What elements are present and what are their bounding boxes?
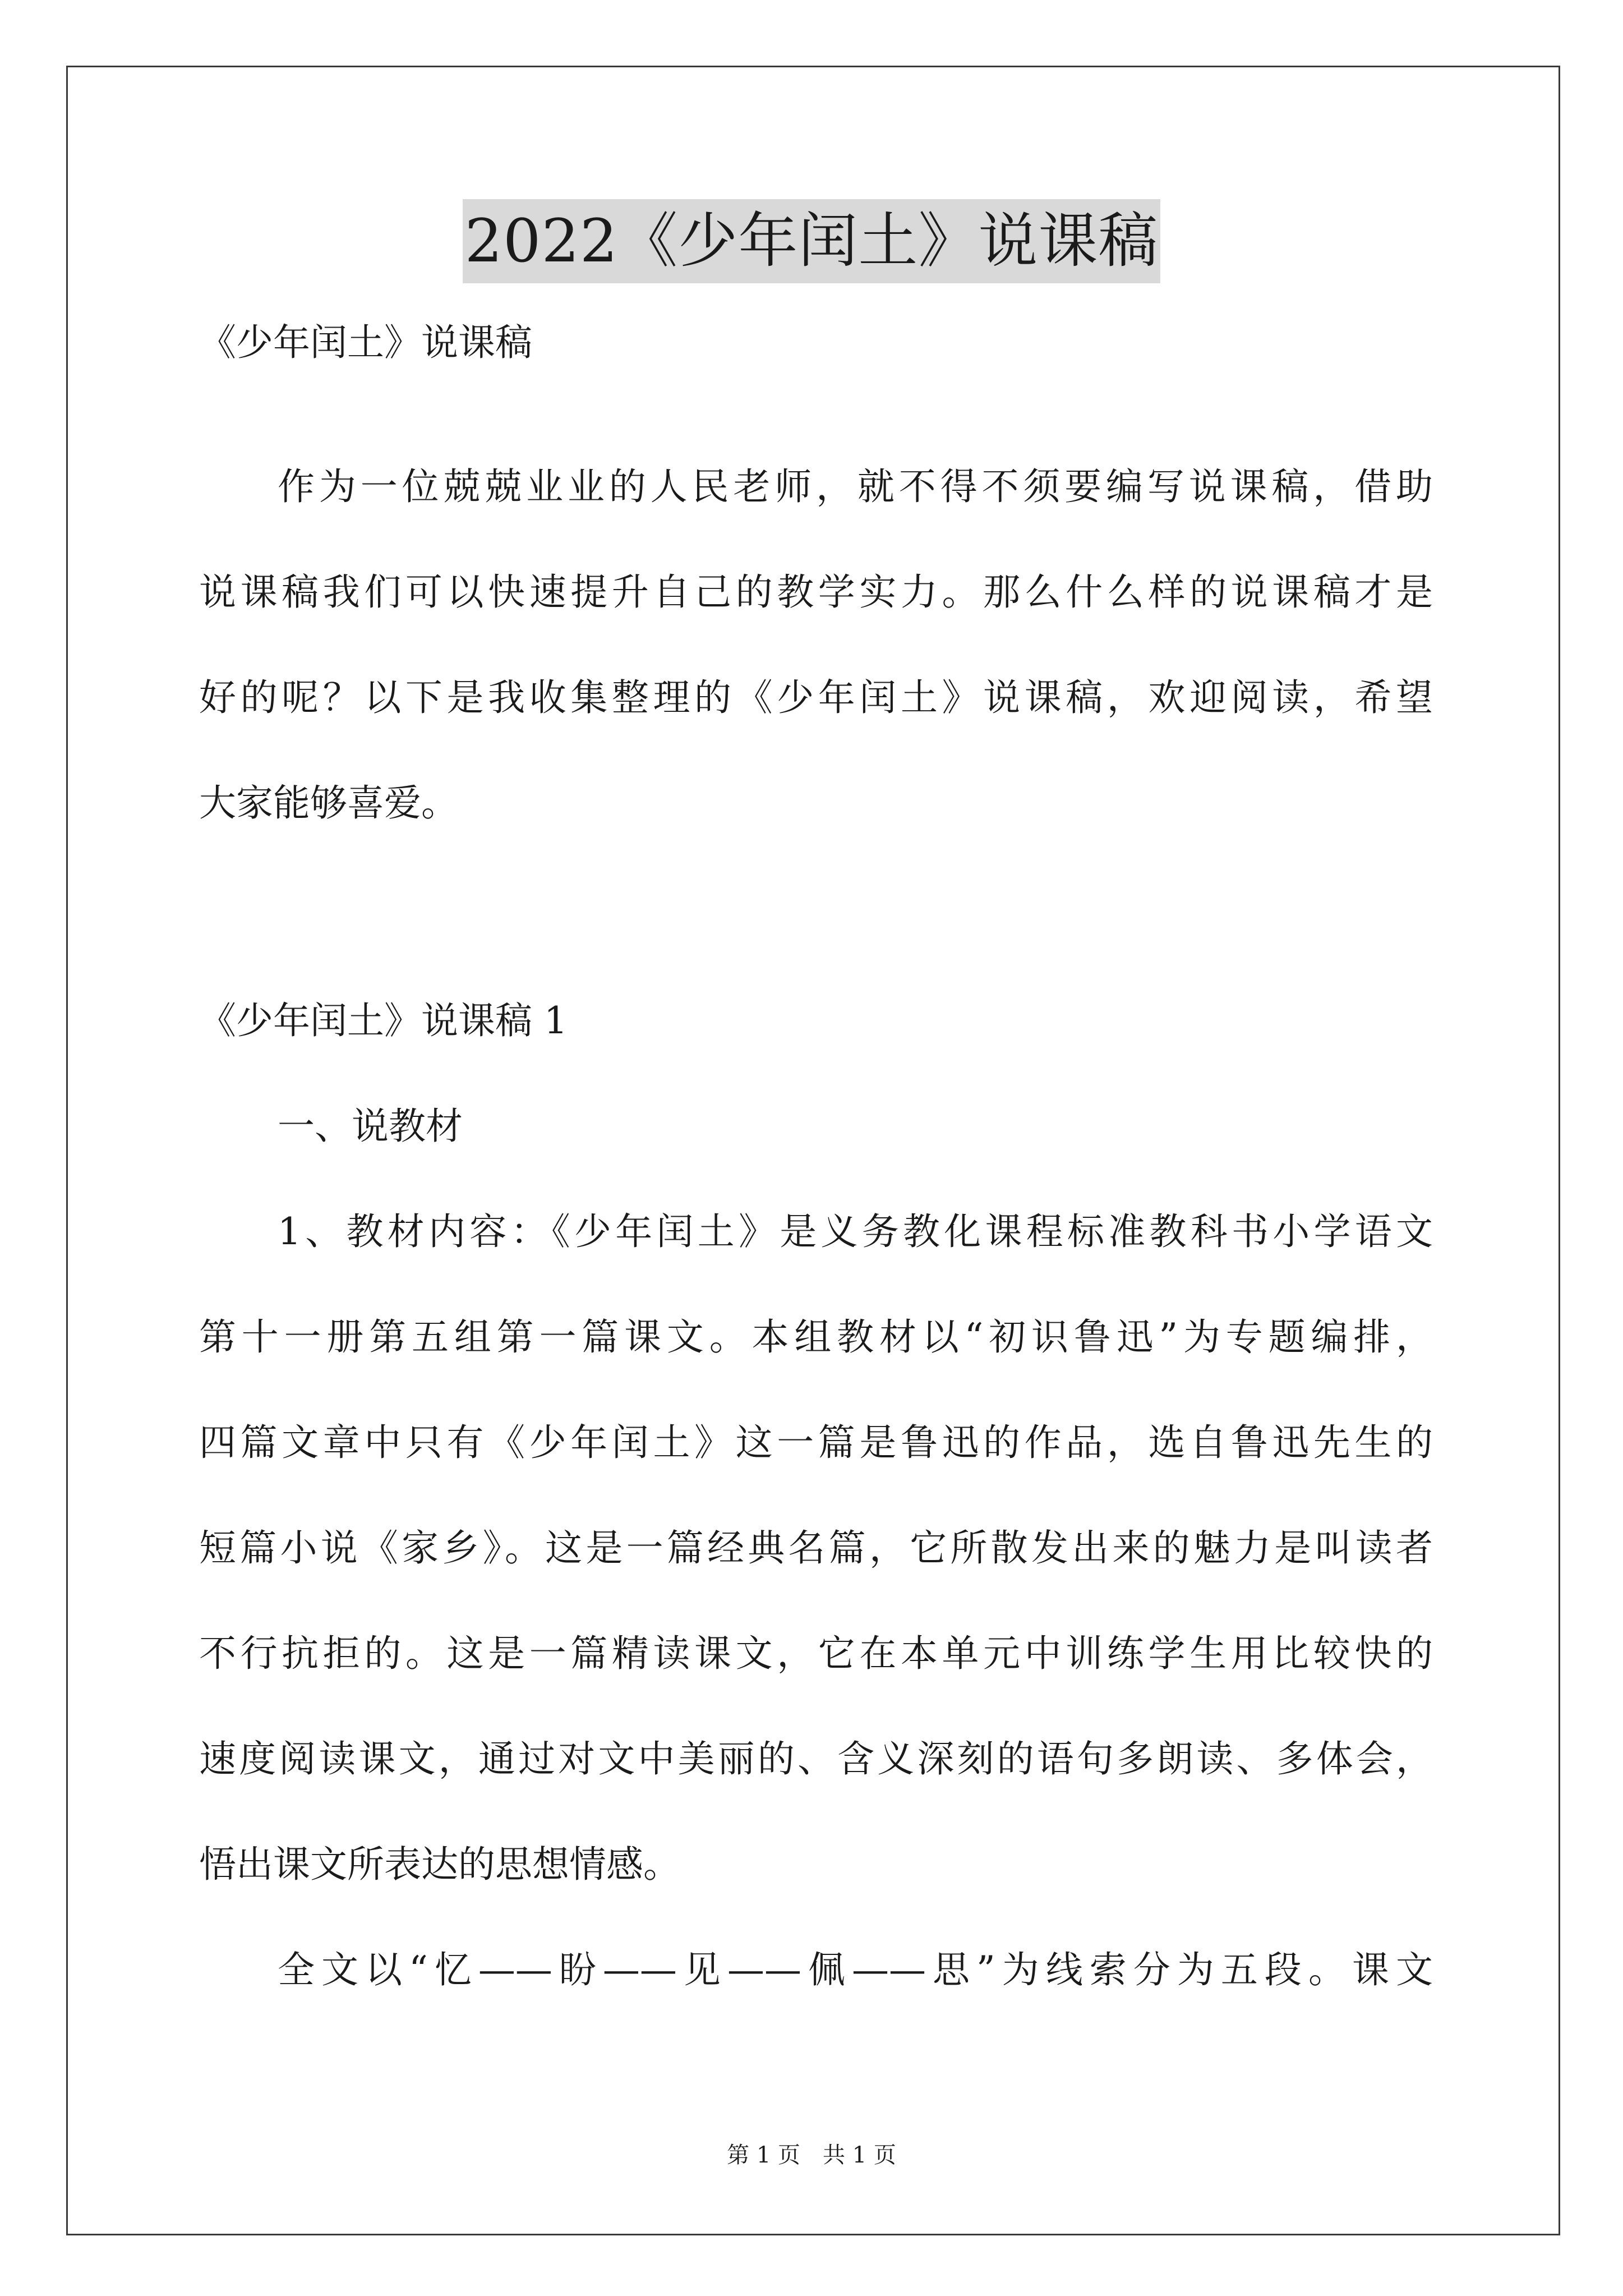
para-1-line-1: 1、教材内容：《少年闰土》是义务教化课程标准教科书小学语文 [278,1210,1433,1253]
document-subtitle: 《少年闰土》说课稿 [199,321,532,364]
para-1-line-6: 速度阅读课文，通过对文中美丽的、含义深刻的语句多朗读、多体会， [199,1737,1433,1780]
para-1-line-2: 第十一册第五组第一篇课文。本组教材以“初识鲁迅”为专题编排， [199,1315,1433,1359]
document-title: 2022《少年闰土》说课稿 [463,199,1161,283]
title-wrap [0,199,1623,283]
intro-line-2: 说课稿我们可以快速提升自己的教学实力。那么什么样的说课稿才是 [199,570,1433,614]
intro-line-3: 好的呢？以下是我收集整理的《少年闰土》说课稿，欢迎阅读，希望 [199,676,1433,719]
heading-1: 一、说教材 [278,1105,463,1148]
para-1-line-5: 不行抗拒的。这是一篇精读课文，它在本单元中训练学生用比较快的 [199,1632,1433,1675]
page-footer: 第 1 页 共 1 页 [727,2142,896,2168]
para-1-line-7: 悟出课文所表达的思想情感。 [199,1843,680,1886]
intro-line-1: 作为一位兢兢业业的人民老师，就不得不须要编写说课稿，借助 [278,465,1433,508]
section-title: 《少年闰土》说课稿 1 [199,999,568,1042]
para-1-line-4: 短篇小说《家乡》。这是一篇经典名篇，它所散发出来的魅力是叫读者 [199,1526,1433,1570]
para-1-line-3: 四篇文章中只有《少年闰土》这一篇是鲁迅的作品，选自鲁迅先生的 [199,1421,1433,1464]
para-2-line-1: 全文以“忆——盼——见——佩——思”为线索分为五段。课文 [278,1948,1433,1991]
intro-line-4: 大家能够喜爱。 [199,781,458,825]
